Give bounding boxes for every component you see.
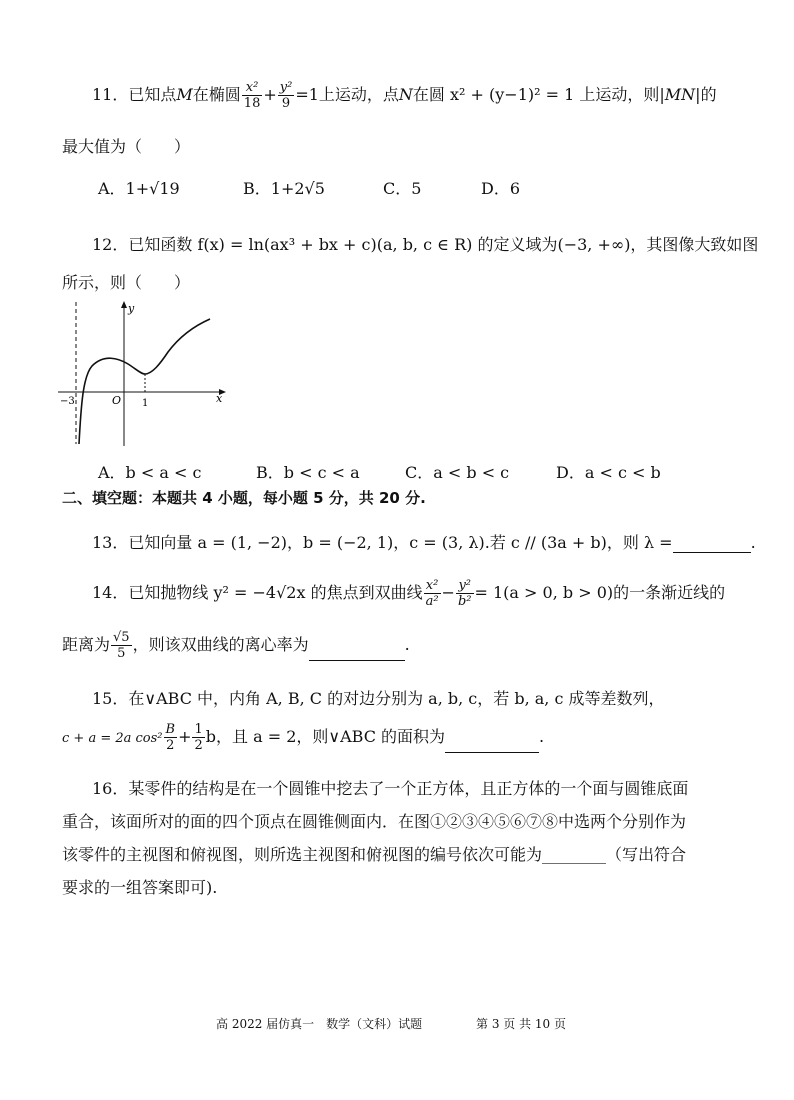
hyperbola-frac-x: $\frac{\text{x²}}{\text{a²}}$	[425, 578, 439, 609]
section-2-heading: 二、填空题：本题共 4 小题，每小题 5 分，共 20 分.	[62, 489, 426, 507]
q12-function-graph	[56, 296, 236, 452]
half-frac: $\frac{1}{2}$	[194, 722, 203, 753]
q11-ellipse-tail: =1上运动，点	[295, 85, 399, 104]
graph-origin-label: O	[112, 394, 122, 407]
q16-line1-text: 某零件的结构是在一个圆锥中挖去了一个正方体，且正方体的一个面与圆锥底面	[128, 779, 689, 798]
q15-line2-b: b，且 a = 2，则∨ABC 的面积为	[205, 727, 446, 746]
q11-option-d: D．6	[481, 179, 521, 198]
graph-y-label: y	[128, 302, 135, 315]
q12-options	[98, 460, 698, 480]
mn-abs: |MN|	[659, 85, 701, 104]
q11-line2: 最大值为（ ）	[62, 137, 191, 156]
q14-text-b: = 1(a > 0, b > 0)的一条渐近线的	[474, 583, 726, 602]
q13-end: .	[750, 533, 756, 552]
q11-lead: 已知点	[128, 85, 177, 104]
footer-exam-title: 高 2022 届仿真一 数学（文科）试题	[216, 1017, 423, 1031]
q13-number: 13．	[92, 533, 129, 552]
q15-line2-a: c + a = 2a cos²	[62, 731, 163, 746]
q14-text-a: 已知抛物线 y² = −4√2x 的焦点到双曲线	[128, 583, 423, 602]
q11-circle-text: 在圆 x² + (y−1)² = 1 上运动，则	[412, 85, 660, 104]
q14-line2-a: 距离为	[62, 635, 111, 654]
graph-curve	[79, 319, 210, 444]
q14-end: .	[404, 635, 410, 654]
q16-number: 16．	[92, 779, 129, 798]
q11-option-c: C．5	[383, 179, 422, 198]
q11-options	[98, 176, 698, 196]
q15-line1	[92, 686, 665, 709]
q11-in-ellipse: 在椭圆	[192, 85, 241, 104]
graph-one-label: 1	[142, 398, 149, 409]
q15-end: .	[539, 727, 545, 746]
q14-line2-b: ，则该双曲线的离心率为	[132, 635, 309, 654]
q16-line4: 要求的一组答案即可).	[62, 878, 218, 897]
graph-neg3-label: −3	[60, 396, 75, 407]
q11-de: 的	[700, 85, 717, 104]
q14-answer-blank[interactable]	[309, 630, 405, 661]
half-b-frac: $\frac{B}{2}$	[165, 722, 176, 753]
q14-line2	[62, 630, 410, 661]
point-m: M	[176, 85, 193, 104]
q13-text: 已知向量 a = (1, −2)，b = (−2, 1)，c = (3, λ).若 c // (3a + b)，则 λ =	[128, 533, 673, 552]
q16-line3: 该零件的主视图和俯视图，则所选主视图和俯视图的编号依次可能为________（写出符合	[62, 845, 687, 864]
q12-line2: 所示，则（ ）	[62, 273, 191, 292]
q15-number: 15．	[92, 689, 129, 708]
graph-x-label: x	[216, 392, 223, 405]
q12-line1	[92, 232, 758, 255]
q13-line	[92, 530, 756, 553]
point-n: N	[398, 85, 413, 104]
q12-option-a: A．b < a < c	[98, 463, 202, 482]
q12-number: 12．	[92, 235, 129, 254]
hyperbola-frac-y: $\frac{\text{y²}}{\text{b²}}$	[457, 578, 472, 609]
footer-page-number: 第 3 页 共 10 页	[476, 1017, 566, 1031]
q11-option-b: B．1+2√5	[243, 179, 325, 198]
distance-frac: $\frac{√5}{5}$	[113, 630, 130, 661]
q15-text: 在∨ABC 中，内角 A, B, C 的对边分别为 a, b, c，若 b, a, c 成等差数列，	[128, 689, 665, 708]
q14-line1: 14．已知抛物线 y² = −4√2x 的焦点到双曲线 $\frac{\text{x²}}{\text{a²}}$ − $\frac{\text{y²}}{\text{b²}}$ = 1(a > 0, b > 0)的一条渐近线的	[92, 578, 726, 609]
q12-option-b: B．b < c < a	[256, 463, 360, 482]
q16-line1	[92, 776, 688, 799]
q12-text: 已知函数 f(x) = ln(ax³ + bx + c)(a, b, c ∈ R) 的定义域为(−3, +∞)，其图像大致如图	[128, 235, 759, 254]
q11-number: 11．	[92, 85, 129, 104]
q12-option-c: C．a < b < c	[405, 463, 510, 482]
q13-answer-blank[interactable]	[673, 533, 751, 553]
q15-answer-blank[interactable]	[445, 722, 539, 753]
q11-line1: 11．已知点M在椭圆 $\frac{\text{x²}}{18}$ + $\frac{\text{y²}}{9}$ =1上运动，点N在圆 x² + (y−1)² = 1 上运动，则|MN|的	[92, 80, 717, 111]
graph-y-arrow	[121, 301, 127, 308]
q16-line2: 重合，该面所对的面的四个顶点在圆锥侧面内．在图①②③④⑤⑥⑦⑧中选两个分别作为	[62, 812, 687, 831]
q12-option-d: D．a < c < b	[556, 463, 661, 482]
q15-line2: c + a = 2a cos² $\frac{B}{2}$ + $\frac{1}{2}$ b，且 a = 2，则∨ABC 的面积为 .	[62, 722, 545, 753]
q11-option-a: A．1+√19	[98, 179, 180, 198]
ellipse-frac-y: $\frac{\text{y²}}{9}$	[279, 80, 293, 111]
q14-number: 14．	[92, 583, 129, 602]
ellipse-frac-x: $\frac{\text{x²}}{18}$	[243, 80, 261, 111]
